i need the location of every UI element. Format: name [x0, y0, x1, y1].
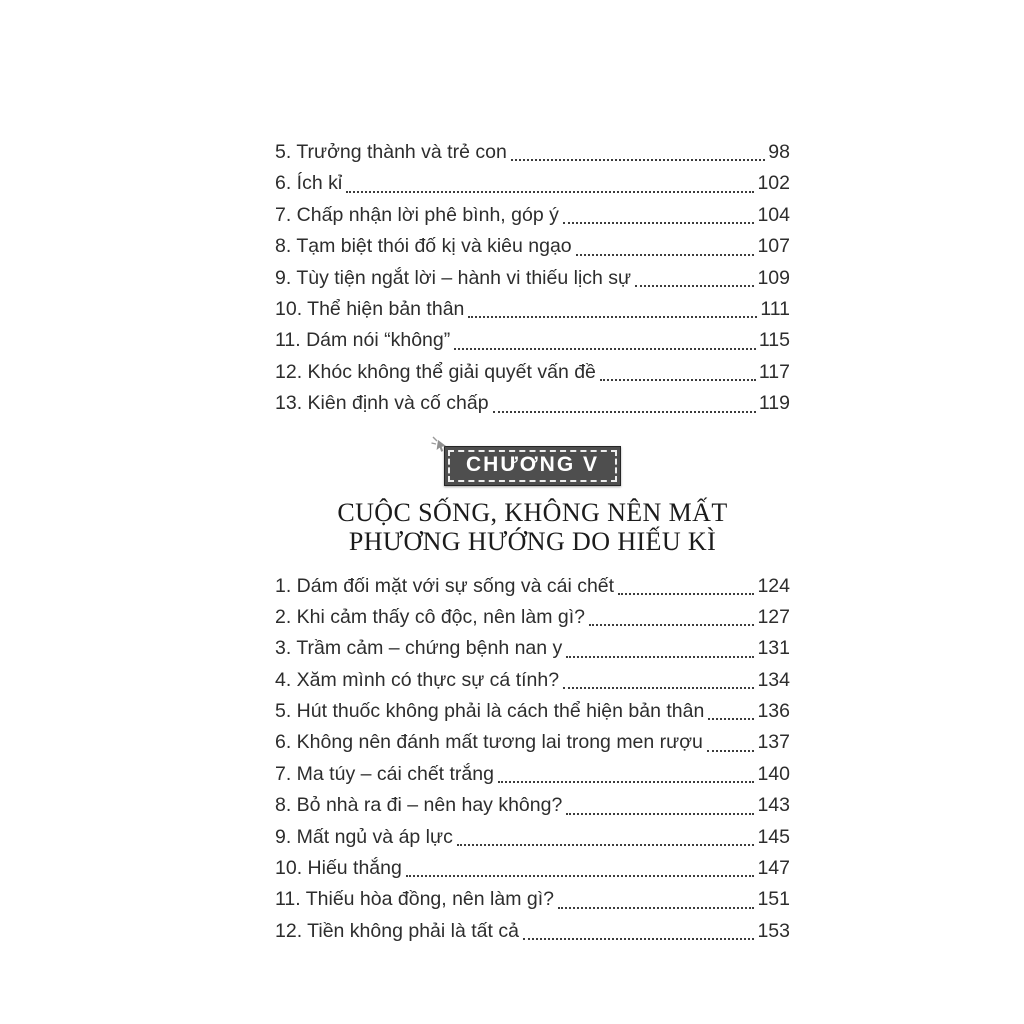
- toc-list-chapter-v: [275, 571, 790, 948]
- toc-entry: [275, 853, 790, 884]
- dot-leader: [453, 822, 758, 853]
- toc-entry: [275, 168, 790, 199]
- toc-entry: [275, 822, 790, 853]
- toc-entry-page: 134: [757, 668, 790, 691]
- dot-leader: [585, 602, 757, 633]
- chapter-badge-label: CHƯƠNG V: [448, 450, 617, 482]
- toc-entry-page: 151: [757, 888, 790, 911]
- dot-leader: [614, 571, 757, 602]
- toc-entry-label: 9. Mất ngủ và áp lực: [275, 825, 453, 848]
- toc-list-previous-chapter: [275, 137, 790, 420]
- toc-entry-label: 1. Dám đối mặt với sự sống và cái chết: [275, 574, 615, 597]
- toc-entry-label: 11. Dám nói “không”: [275, 329, 451, 352]
- toc-entry-page: 140: [757, 762, 790, 785]
- dot-leader: [596, 357, 759, 388]
- toc-entry-label: 11. Thiếu hòa đồng, nên làm gì?: [275, 888, 554, 911]
- toc-entry-label: 7. Ma túy – cái chết trắng: [275, 762, 494, 785]
- toc-entry-page: 143: [757, 794, 790, 817]
- toc-entry: [275, 571, 790, 602]
- toc-entry-page: 124: [757, 574, 790, 597]
- toc-entry: [275, 388, 790, 419]
- chapter-title-line2: PHƯƠNG HƯỚNG DO HIẾU KÌ: [348, 527, 717, 557]
- toc-entry-page: 137: [757, 731, 790, 754]
- dot-leader: [507, 137, 768, 168]
- toc-entry-page: 115: [758, 329, 790, 352]
- dot-leader: [559, 200, 758, 231]
- toc-entry: [275, 200, 790, 231]
- dot-leader: [464, 294, 760, 325]
- toc-entry-label: 6. Ích kỉ: [275, 172, 343, 195]
- toc-entry-label: 5. Hút thuốc không phải là cách thể hiện bản thân: [275, 700, 705, 723]
- chapter-header: [275, 446, 790, 557]
- dot-leader: [519, 916, 758, 947]
- toc-entry: [275, 357, 790, 388]
- toc-entry: [275, 884, 790, 915]
- dot-leader: [402, 853, 758, 884]
- sparkle-decoration-icon: [431, 436, 451, 454]
- toc-entry-label: 12. Khóc không thể giải quyết vấn đề: [275, 360, 596, 383]
- dot-leader: [489, 388, 759, 419]
- toc-entry-page: 102: [757, 172, 790, 195]
- toc-entry: [275, 602, 790, 633]
- toc-entry-label: 9. Tùy tiện ngắt lời – hành vi thiếu lịch sự: [275, 266, 632, 289]
- dot-leader: [554, 884, 757, 915]
- toc-entry-label: 2. Khi cảm thấy cô độc, nên làm gì?: [275, 605, 586, 628]
- dot-leader: [562, 790, 757, 821]
- toc-entry-label: 10. Hiếu thắng: [275, 857, 402, 880]
- toc-entry: [275, 727, 790, 758]
- toc-entry-page: 153: [757, 919, 790, 942]
- dot-leader: [631, 263, 757, 294]
- chapter-title: [275, 498, 790, 557]
- toc-entry-page: 127: [757, 605, 790, 628]
- toc-entry-page: 145: [757, 825, 790, 848]
- toc-entry-label: 6. Không nên đánh mất tương lai trong men rượu: [275, 731, 703, 754]
- toc-entry: [275, 790, 790, 821]
- chapter-title-line1: CUỘC SỐNG, KHÔNG NÊN MẤT: [337, 497, 728, 527]
- toc-content: [275, 137, 790, 947]
- dot-leader: [704, 696, 757, 727]
- dot-leader: [450, 325, 759, 356]
- dot-leader: [572, 231, 758, 262]
- toc-entry: [275, 696, 790, 727]
- chapter-badge: [444, 446, 621, 486]
- toc-entry-label: 4. Xăm mình có thực sự cá tính?: [275, 668, 560, 691]
- toc-entry-page: 111: [760, 297, 790, 320]
- dot-leader: [494, 759, 758, 790]
- toc-entry-page: 119: [758, 392, 790, 415]
- toc-entry: [275, 325, 790, 356]
- toc-entry: [275, 263, 790, 294]
- toc-entry-label: 12. Tiền không phải là tất cả: [275, 919, 519, 942]
- toc-entry-label: 8. Tạm biệt thói đố kị và kiêu ngạo: [275, 235, 572, 258]
- toc-entry-label: 5. Trưởng thành và trẻ con: [275, 141, 507, 163]
- toc-entry-label: 7. Chấp nhận lời phê bình, góp ý: [275, 203, 559, 226]
- toc-entry: [275, 665, 790, 696]
- toc-entry-page: 107: [757, 235, 790, 258]
- toc-entry: [275, 231, 790, 262]
- toc-entry-label: 13. Kiên định và cố chấp: [275, 392, 489, 415]
- toc-entry: [275, 633, 790, 664]
- toc-entry-page: 104: [757, 203, 790, 226]
- dot-leader: [562, 633, 757, 664]
- toc-entry: [275, 137, 790, 168]
- toc-entry-page: 131: [757, 637, 790, 660]
- toc-entry-label: 8. Bỏ nhà ra đi – nên hay không?: [275, 794, 563, 817]
- toc-entry-page: 109: [757, 266, 790, 289]
- toc-entry: [275, 294, 790, 325]
- dot-leader: [559, 665, 757, 696]
- dot-leader: [342, 168, 757, 199]
- toc-entry-page: 136: [757, 700, 790, 723]
- dot-leader: [703, 727, 758, 758]
- toc-entry-page: 117: [758, 360, 790, 383]
- toc-entry-label: 3. Trầm cảm – chứng bệnh nan y: [275, 637, 563, 660]
- toc-entry: [275, 916, 790, 947]
- toc-entry: [275, 759, 790, 790]
- toc-entry-label: 10. Thể hiện bản thân: [275, 297, 465, 320]
- toc-entry-page: 147: [757, 857, 790, 880]
- toc-entry-page: 98: [768, 141, 790, 163]
